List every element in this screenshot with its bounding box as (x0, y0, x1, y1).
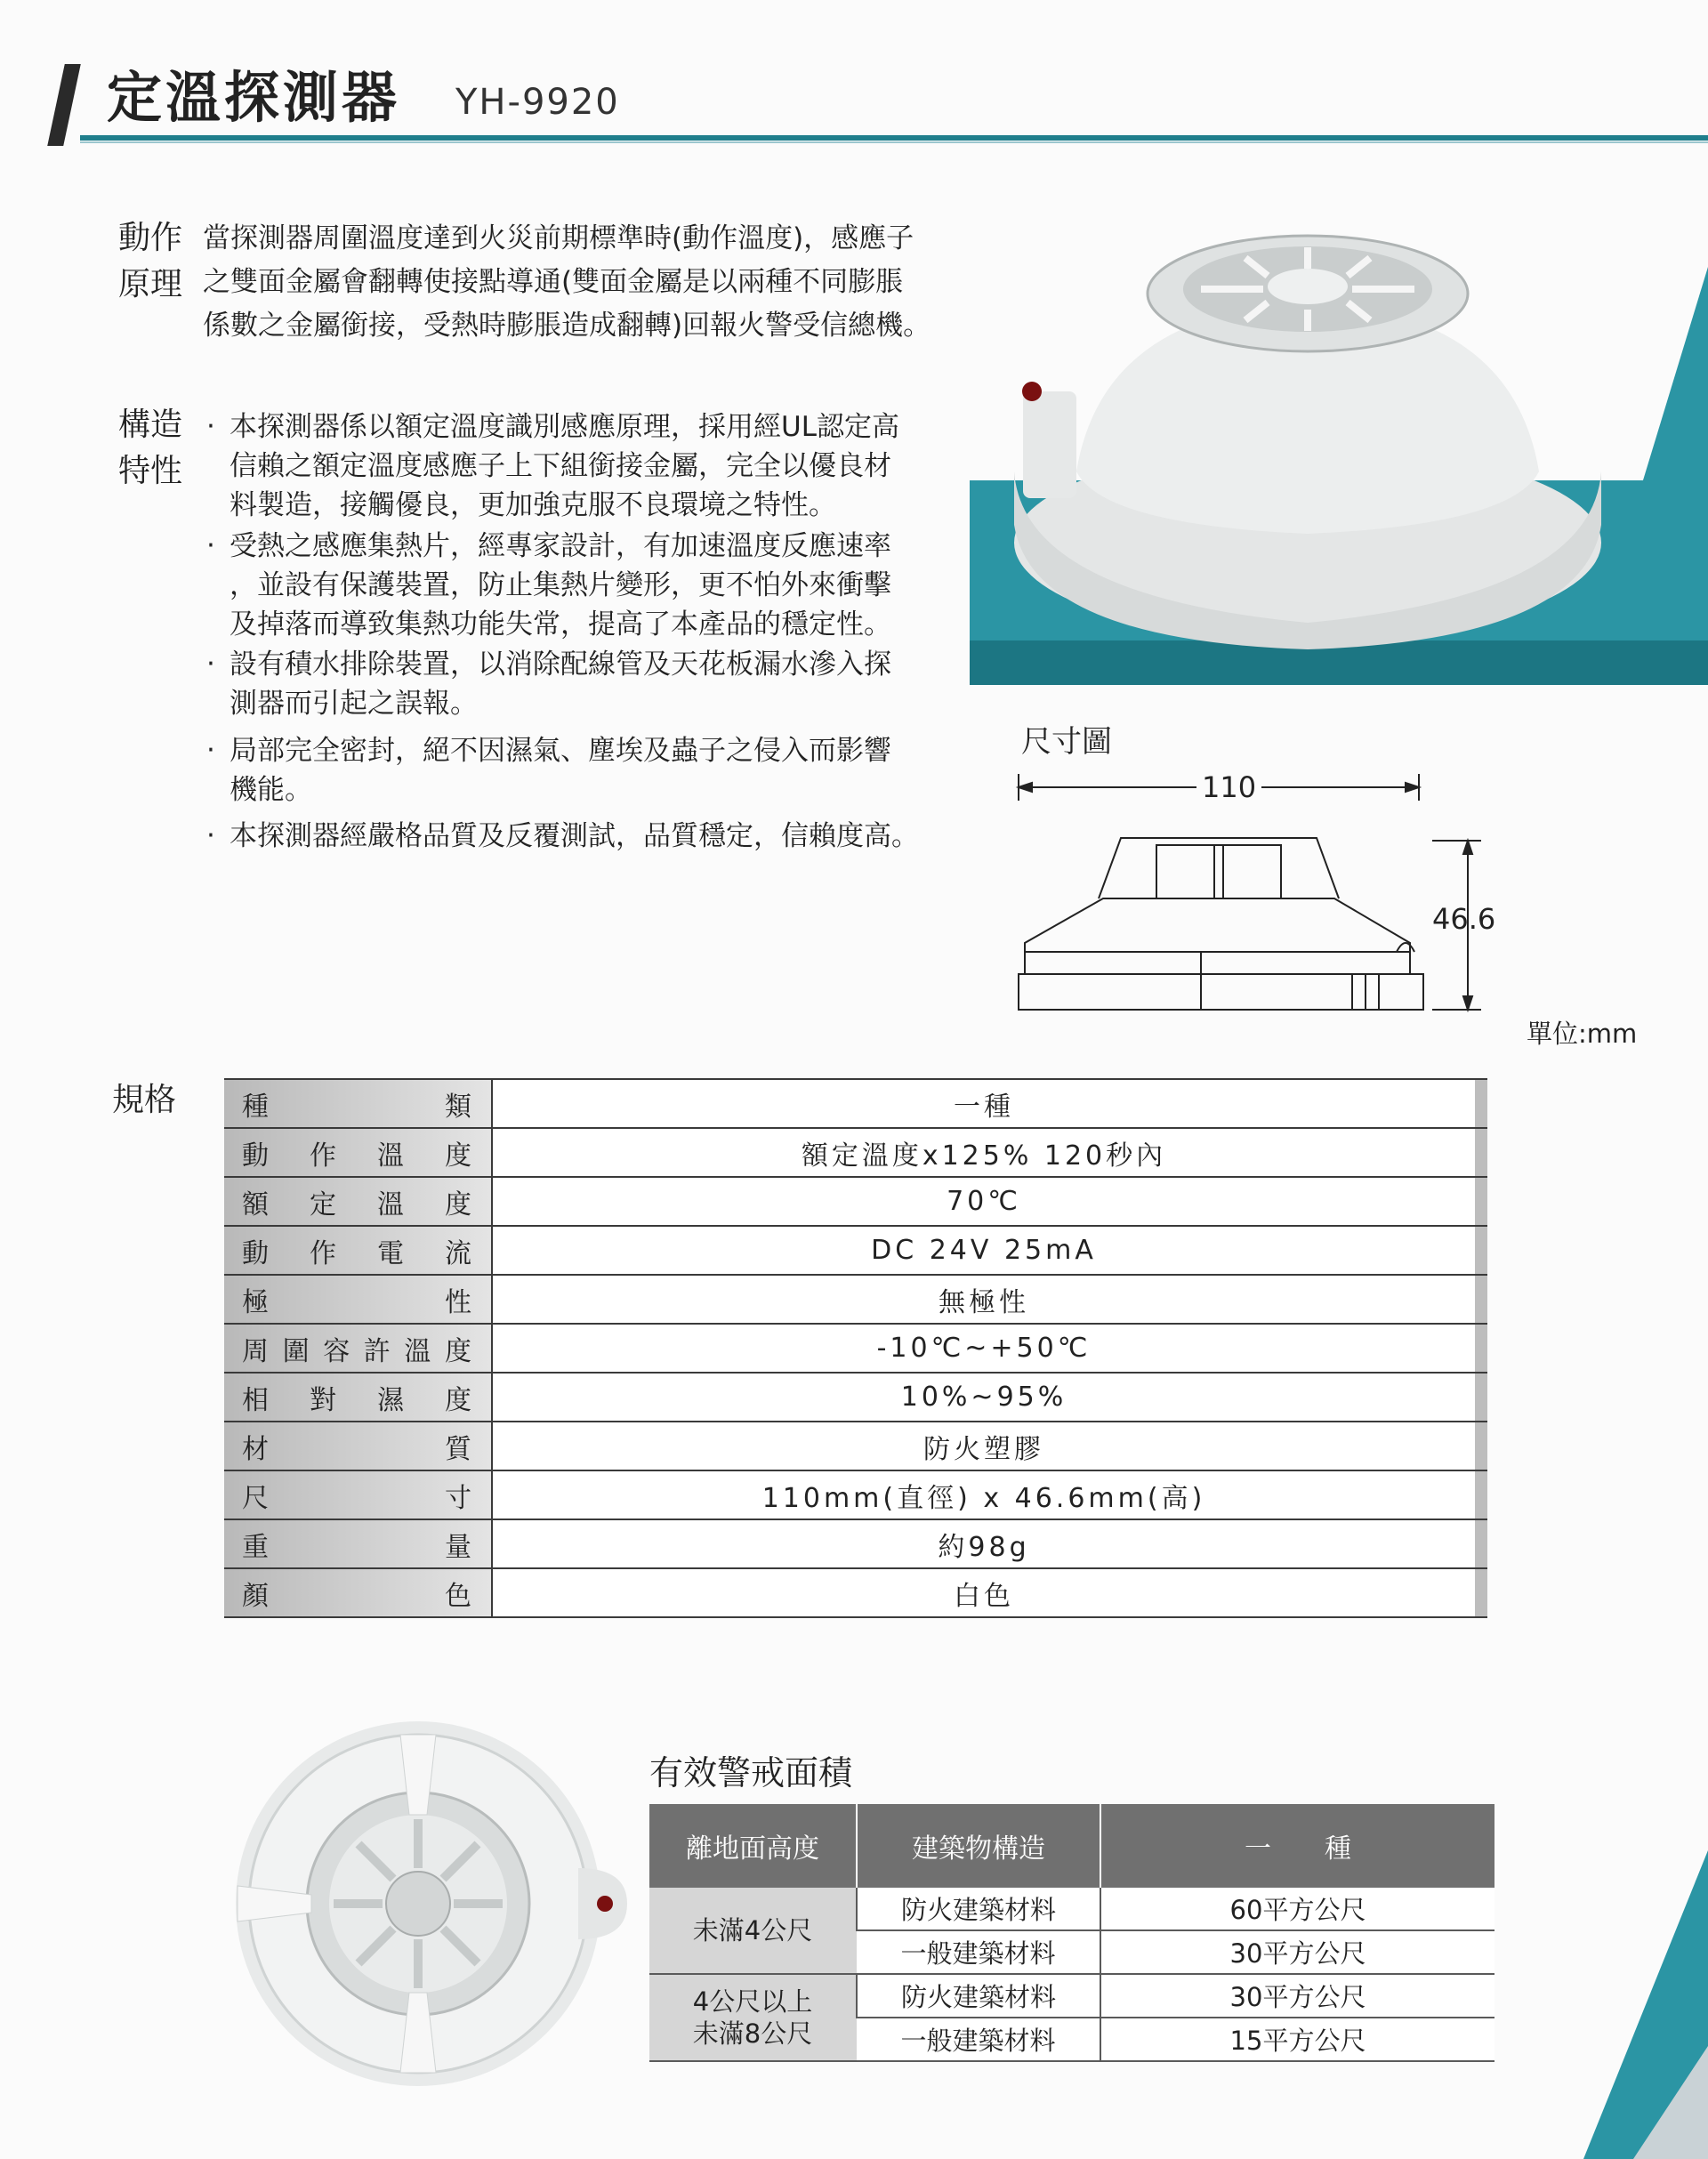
structure-item: ‧ 本探測器經嚴格品質及反覆測試，品質穩定，信賴度高。 (206, 820, 919, 852)
structure-cell: 一般建築材料 (857, 1930, 1100, 1974)
spec-value: 防火塑膠 (492, 1422, 1475, 1470)
spec-row (224, 1568, 1487, 1617)
structure-item: ‧ 局部完全密封，絕不因濕氣、塵埃及蟲子之侵入而影響 機能。 (206, 735, 891, 806)
spec-value: 70℃ (492, 1177, 1475, 1226)
spec-row (224, 1470, 1487, 1519)
area-header-height: 離地面高度 (649, 1804, 857, 1888)
structure-cell: 防火建築材料 (857, 1888, 1100, 1930)
dimension-width-label: 110 (1196, 770, 1261, 804)
area-cell: 15平方公尺 (1100, 2018, 1494, 2061)
table-row (649, 1888, 1494, 1930)
spec-edge (1475, 1324, 1487, 1373)
spec-key: 顏 色 (224, 1568, 492, 1617)
spec-value: DC 24V 25mA (492, 1226, 1475, 1275)
spec-key: 動 作 溫 度 (224, 1128, 492, 1177)
spec-row (224, 1373, 1487, 1422)
table-row (649, 1974, 1494, 2018)
structure-cell: 一般建築材料 (857, 2018, 1100, 2061)
area-cell: 30平方公尺 (1100, 1974, 1494, 2018)
spec-label: 規格 (112, 1082, 177, 1118)
area-cell: 30平方公尺 (1100, 1930, 1494, 1974)
spec-edge (1475, 1226, 1487, 1275)
principle-label: 動作 原理 (118, 220, 183, 302)
spec-row (224, 1324, 1487, 1373)
structure-item: ‧ 受熱之感應集熱片，經專家設計，有加速溫度反應速率 ，並設有保護裝置，防止集熱片變形，更不怕外來衝擊 及掉落而導致集熱功能失常，提高了本產品的穩定性。 (206, 530, 891, 640)
model-number: YH-9920 (455, 82, 620, 123)
spec-key: 材 質 (224, 1422, 492, 1470)
spec-row (224, 1177, 1487, 1226)
dimension-title: 尺寸圖 (1021, 724, 1112, 760)
spec-edge (1475, 1177, 1487, 1226)
product-side-image (996, 205, 1619, 667)
height-cell: 未滿4公尺 (649, 1888, 857, 1974)
spec-key: 重 量 (224, 1519, 492, 1568)
spec-edge (1475, 1275, 1487, 1324)
spec-key: 動 作 電 流 (224, 1226, 492, 1275)
spec-value: -10℃~+50℃ (492, 1324, 1475, 1373)
spec-value: 一種 (492, 1079, 1475, 1128)
spec-edge (1475, 1568, 1487, 1617)
area-title: 有效警戒面積 (649, 1753, 853, 1792)
spec-row (224, 1226, 1487, 1275)
area-header-structure: 建築物構造 (857, 1804, 1100, 1888)
spec-value: 無極性 (492, 1275, 1475, 1324)
spec-key: 相 對 濕 度 (224, 1373, 492, 1422)
header-rule-light (80, 141, 1708, 143)
structure-item: ‧ 本探測器係以額定溫度識別感應原理，採用經UL認定高 信賴之額定溫度感應子上下組銜接金屬，完全以優良材 料製造，接觸優良，更加強克服不良環境之特性。 (206, 411, 899, 521)
spec-value: 110mm(直徑) x 46.6mm(高) (492, 1470, 1475, 1519)
spec-value: 約98g (492, 1519, 1475, 1568)
spec-value: 10%~95% (492, 1373, 1475, 1422)
spec-edge (1475, 1519, 1487, 1568)
product-top-image (227, 1717, 645, 2091)
spec-edge (1475, 1470, 1487, 1519)
spec-table (224, 1078, 1487, 1618)
area-cell: 60平方公尺 (1100, 1888, 1494, 1930)
dimension-height-label: 46.6 (1432, 902, 1496, 936)
spec-row (224, 1275, 1487, 1324)
spec-row (224, 1422, 1487, 1470)
principle-text: 當探測器周圍溫度達到火災前期標準時(動作溫度)，感應子 之雙面金屬會翻轉使接點導通(雙面金屬是以兩種不同膨脹 係數之金屬銜接，受熱時膨脹造成翻轉)回報火警受信總機。 (203, 222, 931, 342)
area-table (649, 1804, 1494, 2062)
spec-key: 額 定 溫 度 (224, 1177, 492, 1226)
title-accent-bar (47, 64, 81, 146)
spec-row (224, 1079, 1487, 1128)
spec-edge (1475, 1373, 1487, 1422)
spec-edge (1475, 1079, 1487, 1128)
structure-cell: 防火建築材料 (857, 1974, 1100, 2018)
spec-edge (1475, 1422, 1487, 1470)
spec-value: 白色 (492, 1568, 1475, 1617)
structure-item: ‧ 設有積水排除裝置，以消除配線管及天花板漏水滲入探 測器而引起之誤報。 (206, 649, 891, 720)
spec-key: 極 性 (224, 1275, 492, 1324)
page-title: 定溫探測器 (107, 65, 401, 130)
spec-value: 額定溫度x125% 120秒內 (492, 1128, 1475, 1177)
spec-key: 尺 寸 (224, 1470, 492, 1519)
structure-label: 構造 特性 (118, 407, 183, 489)
dimension-unit: 單位:mm (1527, 1019, 1638, 1049)
spec-row (224, 1128, 1487, 1177)
height-cell: 4公尺以上 未滿8公尺 (649, 1974, 857, 2061)
spec-edge (1475, 1128, 1487, 1177)
header-rule (80, 135, 1708, 141)
spec-key: 種 類 (224, 1079, 492, 1128)
spec-key: 周 圍 容 許 溫 度 (224, 1324, 492, 1373)
spec-row (224, 1519, 1487, 1568)
area-header-type: 一 種 (1100, 1804, 1494, 1888)
